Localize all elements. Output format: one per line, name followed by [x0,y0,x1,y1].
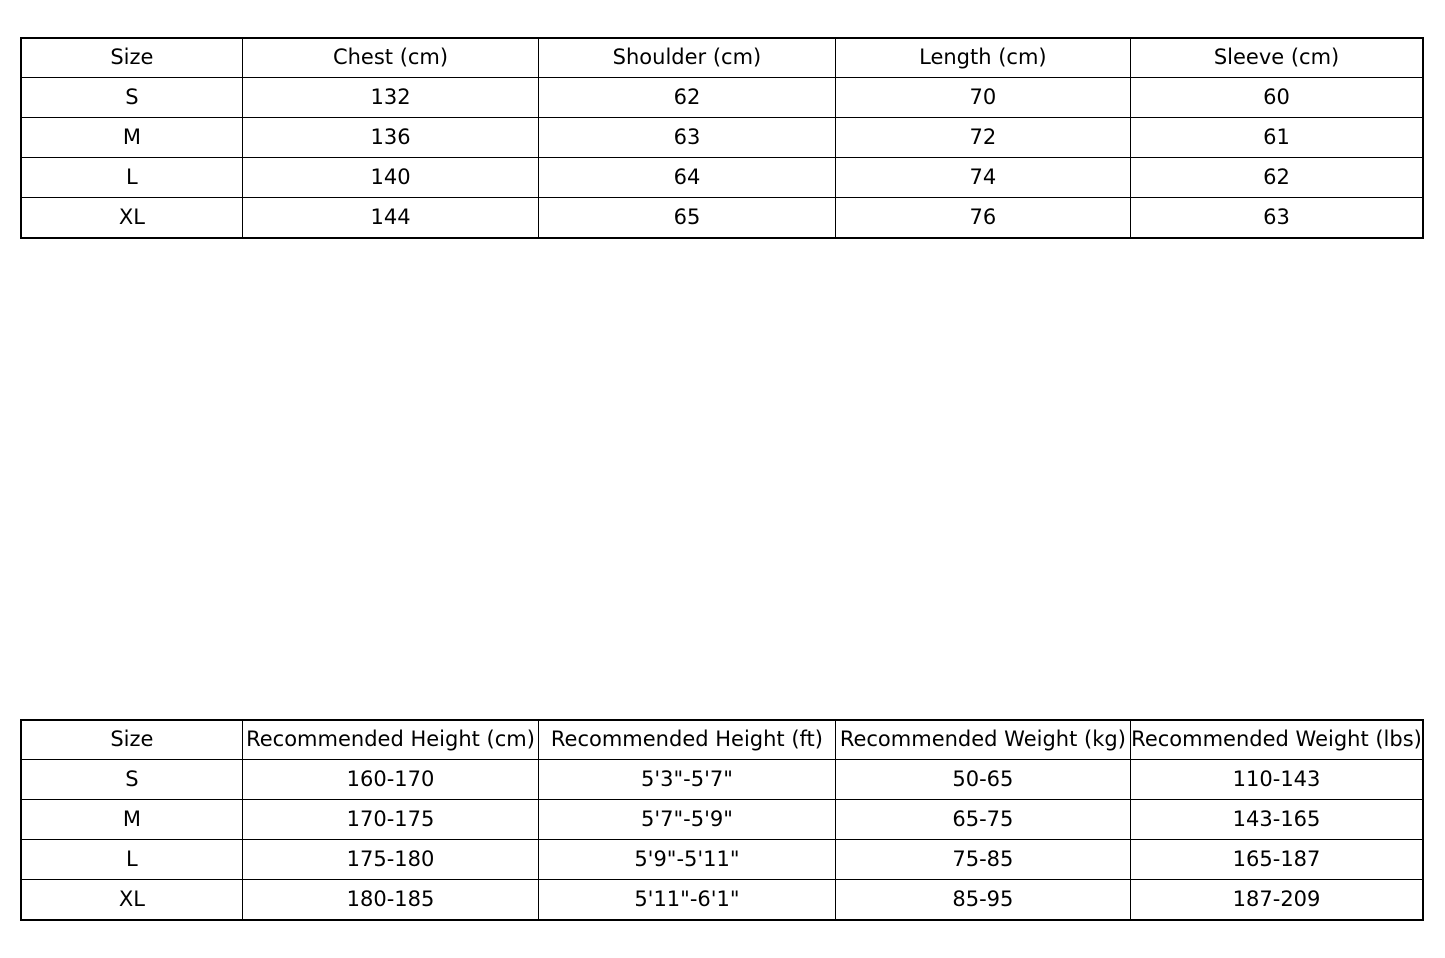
column-header-height-ft-label: Recommended Height (ft) [550,727,823,752]
cell-length: 72 [835,118,1130,158]
table-row [21,880,1423,921]
cell-shoulder: 62 [539,78,835,118]
table-row [21,800,1423,840]
cell-sleeve: 62 [1131,158,1423,198]
cell-height-cm: 175-180 [242,840,538,880]
cell-weight-kg: 50-65 [835,760,1130,800]
cell-weight-lbs: 110-143 [1131,760,1423,800]
column-header-shoulder: Shoulder (cm) [539,38,835,78]
column-header-size [21,720,242,760]
cell-size: S [21,78,242,118]
cell-size: XL [21,198,242,239]
cell-size: M [21,800,242,840]
cell-height-ft: 5'3"-5'7" [539,760,835,800]
body-recommendations-table [20,719,1424,921]
table-row [21,198,1423,239]
cell-chest: 144 [242,198,538,239]
column-header-height-ft [539,720,835,760]
cell-shoulder: 63 [539,118,835,158]
column-header-sleeve: Sleeve (cm) [1131,38,1423,78]
table-header-row [21,720,1423,760]
column-header-length: Length (cm) [835,38,1130,78]
column-header-size: Size [21,38,242,78]
cell-height-ft: 5'9"-5'11" [539,840,835,880]
cell-size: L [21,158,242,198]
cell-length: 74 [835,158,1130,198]
cell-shoulder: 65 [539,198,835,239]
cell-weight-kg: 65-75 [835,800,1130,840]
cell-weight-kg: 75-85 [835,840,1130,880]
cell-sleeve: 63 [1131,198,1423,239]
column-header-height-cm-label: Recommended Height (cm) [246,727,535,752]
garment-measurements-table [20,37,1424,239]
column-header-weight-kg-label: Recommended Weight (kg) [839,727,1126,752]
cell-size: XL [21,880,242,921]
cell-chest: 132 [242,78,538,118]
table-row [21,118,1423,158]
cell-chest: 136 [242,118,538,158]
cell-sleeve: 60 [1131,78,1423,118]
column-header-size-label: Size [110,727,154,752]
table-row [21,760,1423,800]
cell-length: 70 [835,78,1130,118]
cell-height-ft: 5'7"-5'9" [539,800,835,840]
column-header-weight-lbs [1131,720,1423,760]
cell-weight-lbs: 187-209 [1131,880,1423,921]
table-row [21,840,1423,880]
cell-height-cm: 180-185 [242,880,538,921]
column-header-chest: Chest (cm) [242,38,538,78]
cell-chest: 140 [242,158,538,198]
cell-height-cm: 160-170 [242,760,538,800]
cell-height-cm: 170-175 [242,800,538,840]
cell-shoulder: 64 [539,158,835,198]
cell-size: M [21,118,242,158]
table-row [21,158,1423,198]
cell-size: L [21,840,242,880]
column-header-height-cm [242,720,538,760]
column-header-weight-kg [835,720,1130,760]
cell-height-ft: 5'11"-6'1" [539,880,835,921]
cell-weight-lbs: 165-187 [1131,840,1423,880]
column-header-weight-lbs-label: Recommended Weight (lbs) [1131,727,1422,752]
table-header-row [21,38,1423,78]
cell-size: S [21,760,242,800]
cell-sleeve: 61 [1131,118,1423,158]
cell-length: 76 [835,198,1130,239]
cell-weight-kg: 85-95 [835,880,1130,921]
table-row [21,78,1423,118]
cell-weight-lbs: 143-165 [1131,800,1423,840]
